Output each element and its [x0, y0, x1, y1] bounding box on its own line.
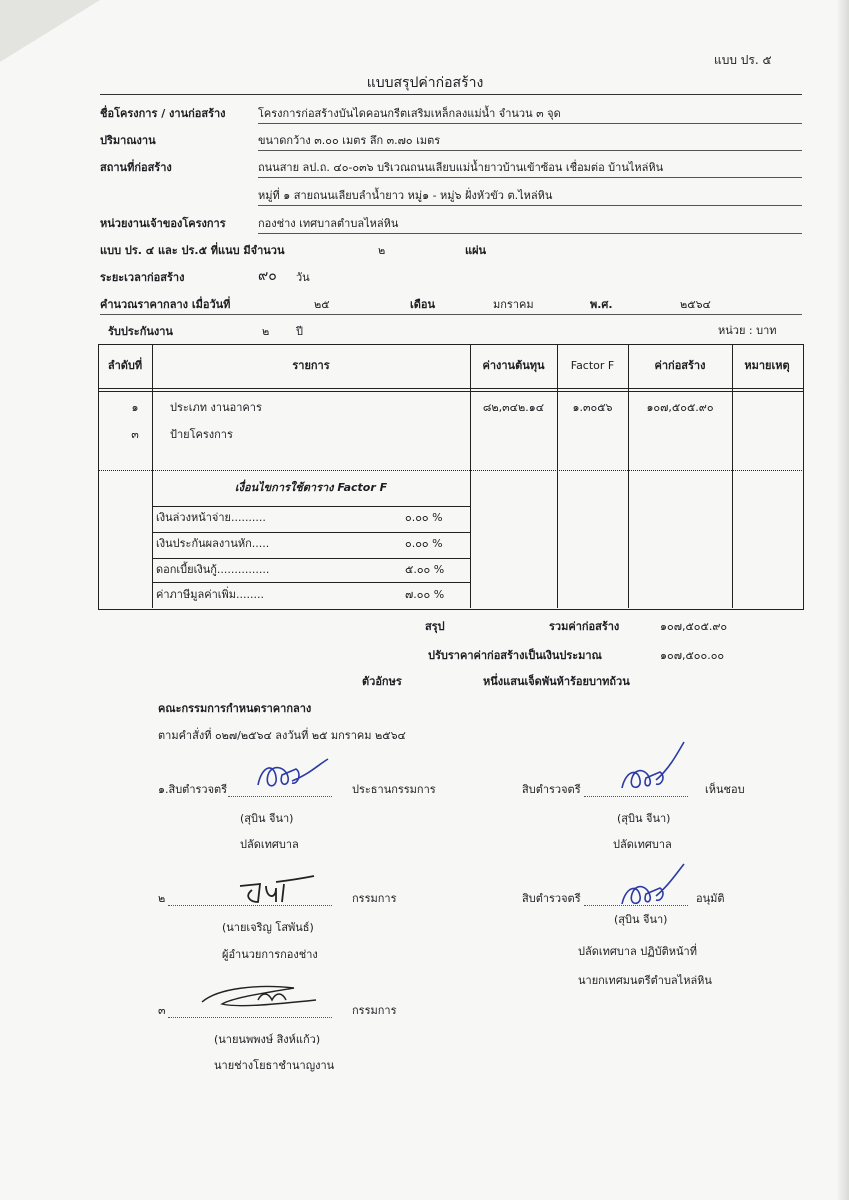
total-label: รวมค่าก่อสร้าง [549, 620, 620, 633]
approve-prefix: สิบตำรวจตรี [522, 892, 581, 905]
condition-value: ๐.๐๐ % [405, 537, 443, 550]
condition-value: ๐.๐๐ % [405, 511, 443, 524]
m2-prefix: ๒ [158, 892, 166, 905]
warranty-label: รับประกันงาน [108, 325, 173, 338]
m1-position: ปลัดเทศบาล [240, 838, 299, 851]
table-header-rule-2 [98, 391, 804, 392]
location-value-1: ถนนสาย ลป.ถ. ๔๐-๐๓๖ บริเวณถนนเลียบแม่น้ำยาวบ้านเข้าซ้อน เชื่อมต่อ บ้านไหล่หิน [258, 161, 664, 174]
total-value: ๑๐๗,๕๐๕.๙๐ [660, 620, 728, 633]
col-divider [628, 344, 629, 608]
row-no: ๑ [131, 401, 139, 414]
approve-position-1: ปลัดเทศบาล ปฏิบัติหน้าที่ [578, 945, 697, 958]
warranty-unit: ปี [296, 325, 303, 338]
forms-label: แบบ ปร. ๔ และ ปร.๕ ที่แนบ มีจำนวน [100, 244, 285, 257]
size-label: ปริมาณงาน [100, 134, 156, 147]
condition-value: ๗.๐๐ % [405, 588, 445, 601]
row-rule [152, 558, 470, 559]
m3-signature-line [168, 1017, 332, 1018]
year-label: พ.ศ. [590, 298, 613, 311]
month-label: เดือน [410, 298, 436, 311]
m3-prefix: ๓ [158, 1004, 166, 1017]
agree-name: (สุบิน จีนา) [617, 812, 671, 825]
agree-prefix: สิบตำรวจตรี [522, 783, 581, 796]
row-rule [152, 582, 470, 583]
row-rule [98, 470, 804, 471]
words-label: ตัวอักษร [362, 675, 402, 688]
m3-signature [198, 978, 324, 1014]
th-total: ค่าก่อสร้าง [654, 359, 706, 372]
m1-signature-line [228, 796, 332, 797]
title-rule [100, 94, 802, 95]
m1-role: ประธานกรรมการ [352, 783, 436, 796]
m1-signature [252, 755, 332, 795]
page-edge [836, 0, 849, 1200]
condition-value: ๕.๐๐ % [405, 563, 445, 576]
th-item: รายการ [292, 359, 330, 372]
calc-day: ๒๕ [314, 298, 330, 311]
summary-label: สรุป [425, 620, 445, 633]
page-title: แบบสรุปค่าก่อสร้าง [366, 75, 484, 91]
row-total: ๑๐๗,๕๐๕.๙๐ [646, 401, 714, 414]
agency-value: กองช่าง เทศบาลตำบลไหล่หิน [258, 217, 399, 230]
col-divider [732, 344, 733, 608]
m1-prefix: ๑.สิบตำรวจตรี [158, 783, 228, 796]
calc-year: ๒๕๖๔ [680, 298, 711, 311]
location-label: สถานที่ก่อสร้าง [100, 161, 172, 174]
committee-title: คณะกรรมการกำหนดราคากลาง [158, 702, 312, 715]
location-value-2: หมู่ที่ ๑ สายถนนเลียบลำน้ำยาว หมู่๑ - หมู่๖ ฝั่งหัวขัว ต.ไหล่หิน [258, 189, 553, 202]
size-underline [258, 150, 802, 151]
m2-signature [236, 872, 316, 906]
location-underline-1 [258, 177, 802, 178]
unit-note: หน่วย : บาท [718, 324, 777, 337]
forms-unit: แผ่น [465, 244, 487, 257]
row-factor: ๑.๓๐๕๖ [572, 401, 613, 414]
rounded-label: ปรับราคาค่าก่อสร้างเป็นเงินประมาณ [428, 649, 602, 662]
m3-role: กรรมการ [352, 1004, 397, 1017]
col-divider [152, 344, 153, 608]
agree-position: ปลัดเทศบาล [613, 838, 672, 851]
m2-role: กรรมการ [352, 892, 397, 905]
row-item: ป้ายโครงการ [170, 428, 233, 441]
m2-name: (นายเจริญ โสพันธ์) [222, 921, 314, 934]
condition-label: ค่าภาษีมูลค่าเพิ่ม........ [156, 588, 264, 601]
calc-label: คำนวณราคากลาง เมื่อวันที่ [100, 298, 231, 311]
table-header-rule [98, 388, 804, 389]
duration-unit: วัน [296, 271, 310, 284]
th-factor: Factor F [570, 359, 615, 372]
agree-signature [618, 740, 688, 796]
col-divider [470, 344, 471, 608]
page-fold [0, 0, 100, 62]
m3-position: นายช่างโยธาชำนาญงาน [214, 1059, 335, 1072]
form-code: แบบ ปร. ๕ [714, 53, 772, 67]
committee-order: ตามคำสั่งที่ ๐๒๗/๒๕๖๔ ลงวันที่ ๒๕ มกราคม ๒๕๖๔ [158, 729, 406, 742]
m2-position: ผู้อำนวยการกองช่าง [222, 948, 318, 961]
agree-signature-line [584, 796, 688, 797]
duration-label: ระยะเวลาก่อสร้าง [100, 271, 185, 284]
condition-label: ดอกเบี้ยเงินกู้............... [156, 563, 270, 576]
approve-role: อนุมัติ [696, 892, 725, 905]
row-item: ประเภท งานอาคาร [170, 401, 262, 414]
m1-name: (สุบิน จีนา) [240, 812, 294, 825]
row-rule [152, 532, 470, 533]
approve-name: (สุบิน จีนา) [614, 913, 668, 926]
conditions-title: เงื่อนไขการใช้ตาราง Factor F [234, 481, 388, 494]
project-label: ชื่อโครงการ / งานก่อสร้าง [100, 107, 226, 120]
words-value: หนึ่งแสนเจ็ดพันห้าร้อยบาทถ้วน [483, 675, 630, 688]
col-divider [557, 344, 558, 608]
calc-month: มกราคม [493, 298, 534, 311]
forms-count: ๒ [378, 244, 386, 257]
location-underline-2 [258, 205, 802, 206]
warranty-value: ๒ [262, 325, 270, 338]
rounded-value: ๑๐๗,๕๐๐.๐๐ [660, 649, 725, 662]
th-no: ลำดับที่ [107, 359, 143, 372]
m3-name: (นายนพพงษ์ สิงห์แก้ว) [214, 1033, 321, 1046]
project-value: โครงการก่อสร้างบันไดคอนกรีตเสริมเหล็กลงแม่น้ำ จำนวน ๓ จุด [258, 107, 561, 120]
condition-label: เงินล่วงหน้าจ่าย.......... [156, 511, 266, 524]
agree-role: เห็นชอบ [705, 783, 745, 796]
calc-underline [100, 314, 802, 315]
agency-underline [258, 233, 802, 234]
project-underline [258, 123, 802, 124]
row-cost: ๘๒,๓๔๒.๑๔ [482, 401, 545, 414]
row-rule [152, 506, 470, 507]
duration-value: ๙๐ [258, 268, 277, 284]
approve-signature [618, 862, 688, 912]
th-cost: ค่างานต้นทุน [482, 359, 545, 372]
condition-label: เงินประกันผลงานหัก..... [156, 537, 270, 550]
size-value: ขนาดกว้าง ๓.๐๐ เมตร ลึก ๓.๗๐ เมตร [258, 134, 441, 147]
agency-label: หน่วยงานเจ้าของโครงการ [100, 217, 226, 230]
th-note: หมายเหตุ [744, 359, 790, 372]
row-no: ๓ [131, 428, 139, 441]
approve-position-2: นายกเทศมนตรีตำบลไหล่หิน [578, 974, 712, 987]
